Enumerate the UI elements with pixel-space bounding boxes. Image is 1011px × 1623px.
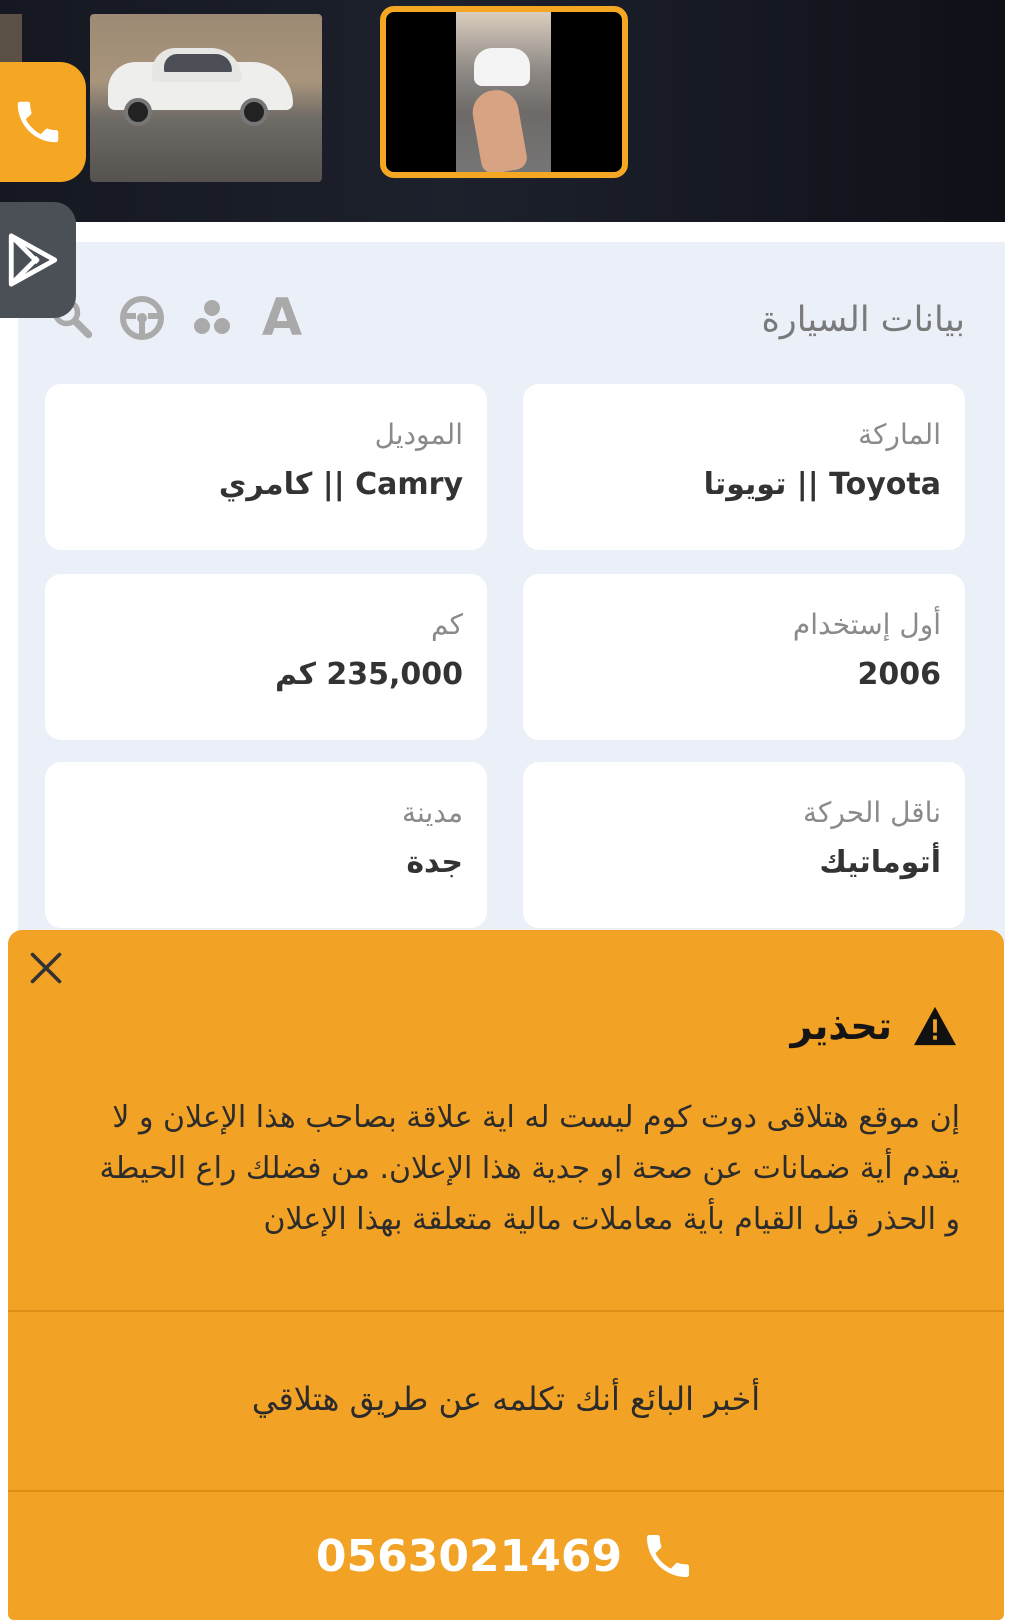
phone-icon <box>11 95 65 149</box>
card-label: الماركة <box>858 418 941 451</box>
gallery-thumbnail-selected[interactable] <box>380 6 628 178</box>
info-card-model <box>45 384 487 550</box>
card-value: جدة <box>406 845 463 880</box>
warning-dialog <box>8 930 1004 1620</box>
card-value: Camry || كامري <box>218 467 463 502</box>
card-label: مدينة <box>402 796 463 829</box>
card-label: الموديل <box>374 418 463 451</box>
divider <box>8 1310 1004 1312</box>
card-value: 2006 <box>857 657 941 692</box>
info-card-transmission <box>523 762 965 928</box>
section-title: بيانات السيارة <box>761 300 965 340</box>
call-seller-button[interactable] <box>8 1492 1004 1620</box>
play-store-icon <box>4 231 62 289</box>
phone-number: 0563021469 <box>315 1530 623 1582</box>
phone-icon <box>640 1528 696 1584</box>
tell-seller-note: أخبر البائع أنك تكلمه عن طريق هتلاقي <box>251 1380 761 1418</box>
close-icon <box>28 950 64 986</box>
warning-title: تحذير <box>790 1004 892 1048</box>
card-value: 235,000 كم <box>274 657 463 692</box>
card-label: كم <box>431 608 463 641</box>
gallery-thumbnail[interactable] <box>90 14 322 182</box>
card-value: أتوماتيك <box>819 845 941 880</box>
info-card-brand <box>523 384 965 550</box>
video-frame <box>456 12 551 178</box>
warning-header <box>790 1004 958 1048</box>
info-card-first-use <box>523 574 965 740</box>
warning-triangle-icon <box>912 1005 958 1047</box>
card-label: أول إستخدام <box>792 608 941 641</box>
call-button[interactable] <box>0 62 86 182</box>
text-size-icon[interactable]: A <box>261 288 303 348</box>
info-card-city <box>45 762 487 928</box>
card-label: ناقل الحركة <box>803 796 941 829</box>
warning-message: إن موقع هتلاقى دوت كوم ليست له اية علاقة بصاحب هذا الإعلان و لا يقدم أية ضمانات عن صحة او جدية هذا الإعلان. من فضلك راع الحيطة و الحذر قبل القيام بأية معاملات مالية متعلقة بهذا الإعلان <box>99 1100 960 1237</box>
play-store-button[interactable] <box>0 202 76 318</box>
close-button[interactable] <box>28 950 64 986</box>
steering-wheel-icon[interactable] <box>116 292 168 344</box>
image-gallery <box>0 0 1005 222</box>
car-details-section <box>18 242 1005 942</box>
engine-icon[interactable] <box>186 292 238 344</box>
card-value: Toyota || تويوتا <box>703 467 941 502</box>
info-card-mileage <box>45 574 487 740</box>
details-toolbar <box>46 288 308 348</box>
